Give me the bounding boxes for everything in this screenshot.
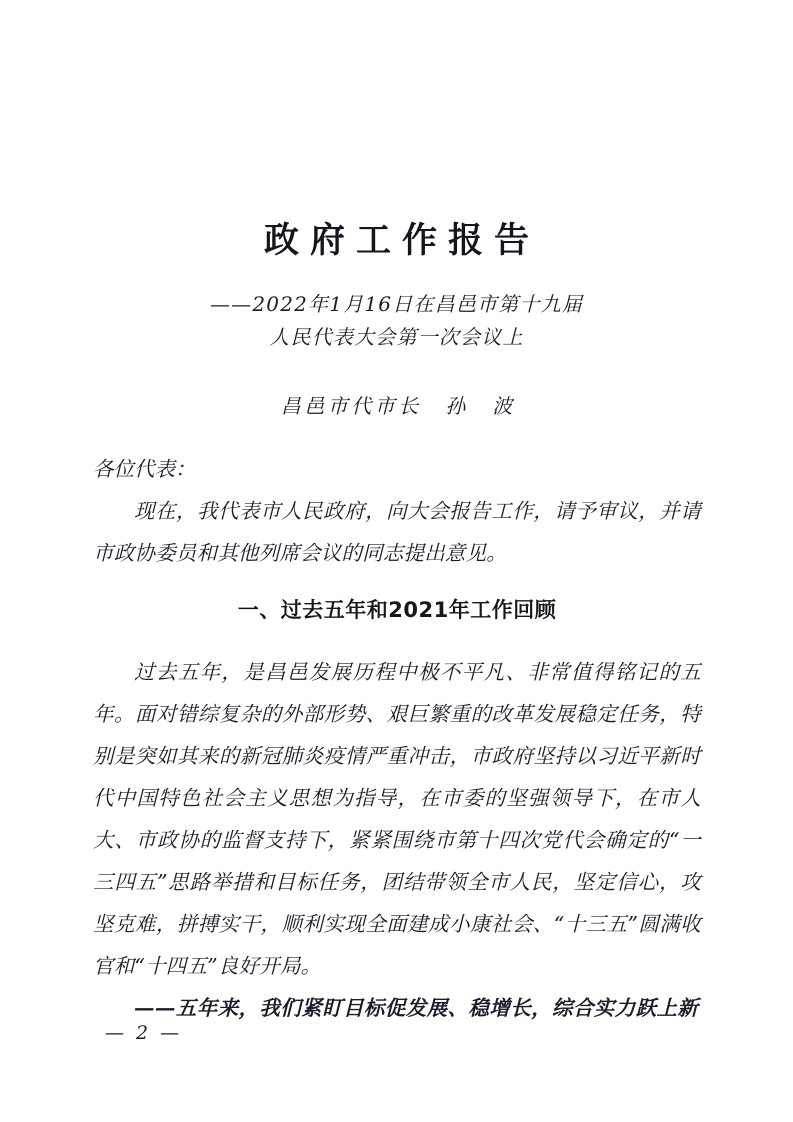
subtitle-line-2: 人民代表大会第一次会议上 [269, 325, 524, 349]
salutation: 各位代表： [93, 457, 196, 481]
author-line: 昌邑市代市长 孙 波 [280, 394, 516, 418]
page-title: 政府工作报告 [263, 220, 540, 262]
subtitle-line-1: ——2022年1月16日在昌邑市第十九届 [209, 292, 584, 316]
heading-spacer-top [93, 574, 701, 594]
section-heading: 一、过去五年和2021年工作回顾 [237, 598, 557, 622]
page-number: — 2 — [105, 1022, 183, 1044]
document-subtitle [0, 288, 793, 354]
intro-paragraph: 现在，我代表市人民政府，向大会报告工作，请予审议，并请市政协委员和其他列席会议的同志提出意见。 [93, 499, 701, 565]
body-text-block [93, 448, 701, 1029]
heading-spacer-bottom [93, 626, 701, 651]
bold-lead-paragraph: ——五年来，我们紧盯目标促发展、稳增长，综合实力跃上新 [134, 996, 699, 1020]
body-paragraph: 过去五年，是昌邑发展历程中极不平凡、非常值得铭记的五年。面对错综复杂的外部形势、艰巨繁重的改革发展稳定任务，特别是突如其来的新冠肺炎疫情严重冲击，市政府坚持以习近平新时代中国特色社会主义思想为指导，在市委的坚强领导下，在市人大、市政协的监督支持下，紧紧围绕市第十四次党代会确定的“一三四五”思路举措和目标任务，团结带领全市人民，坚定信心，攻坚克难，拼搏实干，顺利实现全面建成小康社会、“十三五”圆满收官和“十四五”良好开局。 [93, 660, 701, 978]
